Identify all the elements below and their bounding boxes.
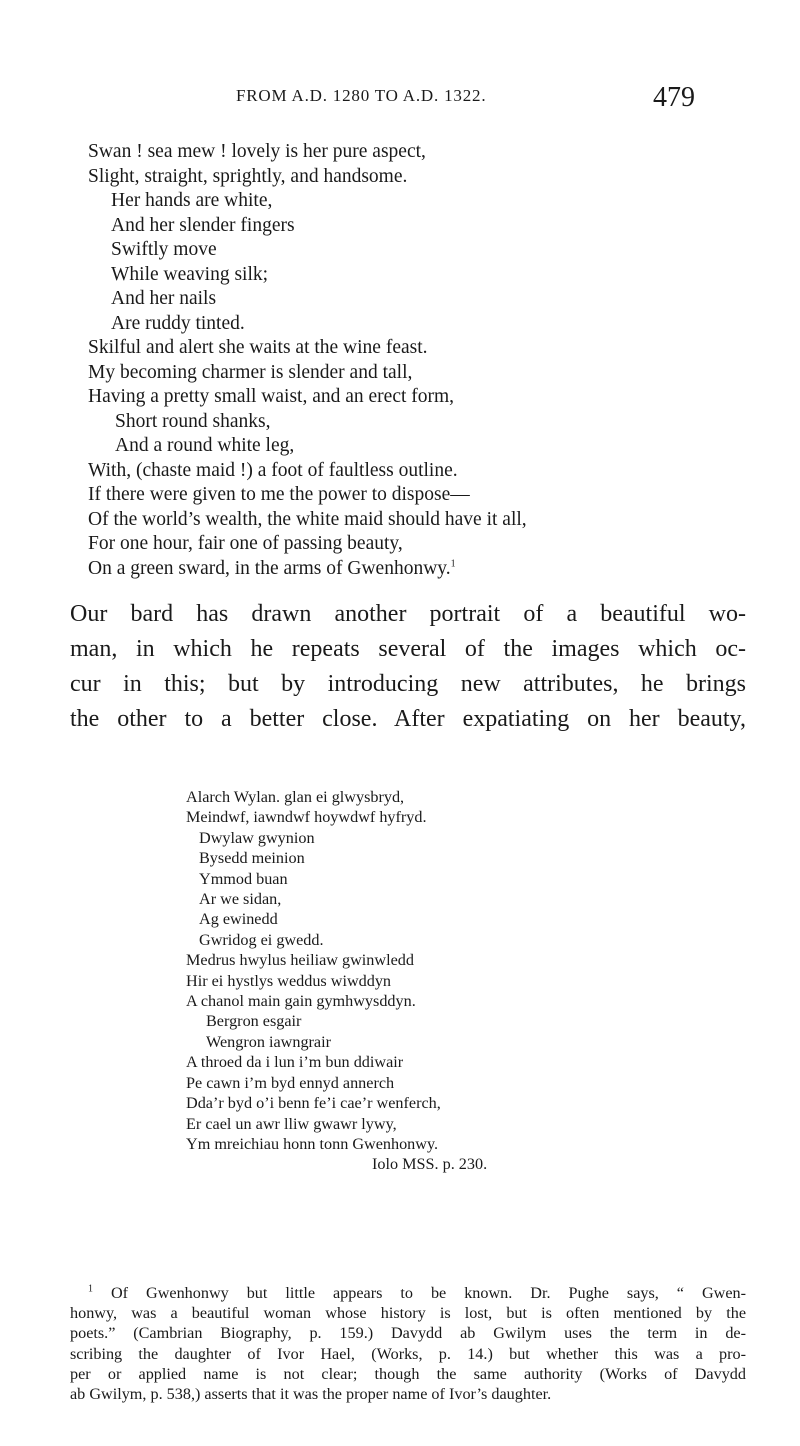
footnote-reference: 1 (450, 558, 456, 569)
footnote-marker: 1 (88, 1283, 93, 1295)
poem-line: For one hour, fair one of passing beauty, (88, 533, 403, 554)
poem-line: Having a pretty small waist, and an erect form, (88, 386, 455, 407)
footnote-line (70, 1283, 746, 1303)
poem-line: Bysedd meinion (199, 849, 305, 868)
footnote (70, 1283, 746, 1404)
poem-line: A throed da i lun i’m bun ddiwair (186, 1053, 404, 1072)
prose-line: Our bard has drawn another portrait of a beautiful wo- (70, 601, 746, 627)
poem-line: Bergron esgair (206, 1012, 302, 1031)
prose-paragraph (70, 597, 746, 737)
english-poem (88, 140, 738, 581)
poem-line: Wengron iawngrair (206, 1032, 332, 1051)
footnote-line: poets.” (Cambrian Biography, p. 159.) Davydd ab Gwilym uses the term in de- (70, 1324, 746, 1343)
poem-line: Dda’r byd o’i benn fe’i cae’r wenferch, (186, 1094, 441, 1113)
poem-line: Ym mreichiau honn tonn Gwenhonwy. (186, 1134, 439, 1153)
poem-line: Swiftly move (111, 239, 217, 260)
poem-line: Of the world’s wealth, the white maid should have it all, (88, 508, 527, 530)
poem-line: My becoming charmer is slender and tall, (88, 361, 413, 383)
poem-line: Slight, straight, sprightly, and handsome. (88, 165, 408, 187)
poem-line: Medrus hwylus heiliaw gwinwledd (186, 951, 414, 970)
page-header (0, 82, 800, 122)
poem-line: With, (chaste maid !) a foot of faultless outline. (88, 459, 458, 481)
poem-line: Her hands are white, (111, 190, 273, 211)
poem-line: While weaving silk; (111, 263, 269, 285)
poem-line: Ymmod buan (199, 869, 288, 888)
poem-line: Pe cawn i’m byd ennyd annerch (186, 1073, 395, 1092)
page-number: 479 (653, 82, 695, 113)
footnote-line: per or applied name is not clear; though the same authority (Works of Davydd (70, 1364, 746, 1383)
poem-line: Skilful and alert she waits at the wine feast. (88, 337, 428, 358)
prose-line: the other to a better close. After expatiating on her beauty, (70, 706, 746, 732)
welsh-poem (186, 787, 706, 1175)
poem-line: Hir ei hystlys weddus wiwddyn (186, 971, 392, 990)
poem-line: And her nails (111, 288, 217, 309)
poem-line-text: On a green sward, in the arms of Gwenhonwy. (88, 557, 451, 579)
poem-line (88, 557, 738, 582)
poem-line: Swan ! sea mew ! lovely is her pure aspect, (88, 141, 426, 162)
footnote-text: Of Gwenhonwy but little appears to be known. Dr. Pughe says, “ Gwen- (110, 1284, 747, 1302)
poem-line: Meindwf, iawndwf hoywdwf hyfryd. (186, 808, 427, 827)
poem-line: And a round white leg, (115, 435, 295, 456)
footnote-line: scribing the daughter of Ivor Hael, (Works, p. 14.) but whether this was a pro- (70, 1344, 746, 1363)
poem-line: And her slender fingers (111, 214, 295, 236)
poem-line: Ar we sidan, (199, 890, 282, 909)
poem-line: Short round shanks, (115, 410, 271, 432)
poem-line: If there were given to me the power to dispose— (88, 484, 470, 505)
source-citation: Iolo MSS. p. 230. (372, 1155, 488, 1174)
running-head: FROM A.D. 1280 TO A.D. 1322. (236, 86, 487, 105)
poem-line: Dwylaw gwynion (199, 828, 315, 847)
poem-line: Ag ewinedd (199, 910, 278, 929)
poem-line: Alarch Wylan. glan ei glwysbryd, (186, 788, 405, 806)
prose-line: cur in this; but by introducing new attributes, he brings (70, 671, 746, 697)
footnote-line: ab Gwilym, p. 538,) asserts that it was the proper name of Ivor’s daughter. (70, 1385, 552, 1404)
poem-line: A chanol main gain gymhwysddyn. (186, 992, 416, 1011)
poem-line: Are ruddy tinted. (111, 312, 245, 334)
poem-line: Er cael un awr lliw gwawr lywy, (186, 1114, 397, 1133)
prose-line: man, in which he repeats several of the images which oc- (70, 636, 746, 662)
poem-line: Gwridog ei gwedd. (199, 930, 324, 949)
footnote-line: honwy, was a beautiful woman whose history is lost, but is often mentioned by the (70, 1304, 746, 1323)
